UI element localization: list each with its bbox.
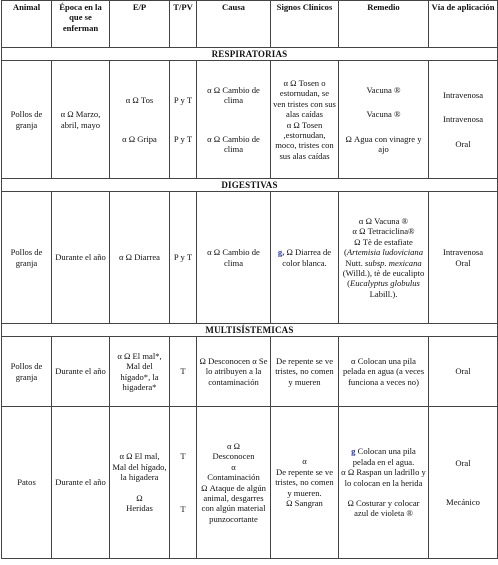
- causa-item: α Ω Cambio de clima: [207, 84, 260, 106]
- cell-via: [429, 407, 498, 559]
- header-animal: Animal: [2, 1, 52, 48]
- cell-remedio: α Colocan una pila pelada en agua (a veces funciona a veces no): [339, 337, 429, 407]
- header-via: Vía de aplicación: [429, 1, 498, 48]
- remedio-item: α Ω Tetraciclina®: [352, 226, 415, 237]
- signos-text: Ω Diarrea de color blanca.: [282, 247, 332, 268]
- signos-item: Ω Sangran: [286, 498, 323, 509]
- signos-item: De repente se ve tristes, no comen y mueren.: [275, 466, 334, 498]
- signos-mark: g,: [277, 247, 285, 258]
- remedio-item: α Ω Vacuna ®: [358, 215, 409, 226]
- signos-item: α: [302, 456, 307, 467]
- tpv-item: T: [180, 451, 186, 462]
- remedio-item: g Colocan una pila pelada en el agua.: [351, 446, 416, 467]
- header-tpv: T/PV: [170, 1, 197, 48]
- header-epoca: Época en la que se enferman: [52, 1, 110, 48]
- remedio-mark: g: [351, 446, 356, 457]
- section-row-respiratorias: [2, 48, 498, 61]
- cell-remedio: [339, 61, 429, 179]
- disease-table: [1, 0, 498, 559]
- remedio-item: Vacuna ®: [366, 84, 401, 95]
- cell-tpv: T: [170, 337, 197, 407]
- remedio-item: Vacuna ®: [366, 109, 401, 120]
- cell-causa: [197, 61, 271, 179]
- section-title: RESPIRATORIAS: [2, 48, 498, 61]
- cell-causa: α Ω Cambio de clima: [197, 192, 271, 324]
- ep-item: Ω: [136, 492, 143, 503]
- header-ep: E/P: [110, 1, 170, 48]
- cell-ep: [110, 407, 170, 559]
- causa-item: Contaminación: [207, 472, 260, 483]
- tpv-item: T: [180, 503, 186, 514]
- table-row: [2, 337, 498, 407]
- cell-epoca: Durante el año: [52, 407, 110, 559]
- cell-tpv: [170, 407, 197, 559]
- table-row: [2, 61, 498, 179]
- cell-animal: Pollos de granja: [2, 192, 52, 324]
- cell-ep: α Ω Diarrea: [110, 192, 170, 324]
- cell-remedio: [339, 192, 429, 324]
- tpv-item: P y T: [173, 133, 193, 144]
- causa-item: α Ω Cambio de clima: [207, 133, 260, 154]
- ep-item: α Ω Gripa: [122, 133, 157, 144]
- via-item: Oral: [455, 257, 471, 268]
- ep-item: Heridas: [126, 503, 153, 514]
- cell-via: [429, 61, 498, 179]
- section-row-multisistemicas: [2, 324, 498, 337]
- cell-animal: Patos: [2, 407, 52, 559]
- cell-animal: Pollos de granja: [2, 337, 52, 407]
- cell-causa: Ω Desconocen α Se lo atribuyen a la contaminación: [197, 337, 271, 407]
- section-row-digestivas: [2, 179, 498, 192]
- header-row: [2, 1, 498, 48]
- causa-item: α: [231, 461, 236, 472]
- causa-item: α Ω: [226, 440, 241, 451]
- cell-via: Oral: [429, 337, 498, 407]
- remedio-item: Ω Agua con vinagre y ajo: [345, 133, 422, 154]
- cell-epoca: Durante el año: [52, 192, 110, 324]
- header-remedio: Remedio: [339, 1, 429, 48]
- signos-item: α Ω Tosen ,estornudan, moco, tristes con sus alas caídas: [275, 119, 334, 161]
- cell-signos: [271, 407, 339, 559]
- cell-signos: De repente se ve tristes, no comen y mueren: [271, 337, 339, 407]
- cell-ep: [110, 61, 170, 179]
- section-title: DIGESTIVAS: [2, 179, 498, 192]
- cell-causa: [197, 407, 271, 559]
- cell-signos: [271, 61, 339, 179]
- via-item: Mecánico: [446, 496, 480, 507]
- causa-item: Desconocen: [212, 451, 255, 462]
- cell-epoca: Durante el año: [52, 337, 110, 407]
- cell-animal: Pollos de granja: [2, 61, 52, 179]
- table-row: [2, 407, 498, 559]
- signos-item: α Ω Tosen o estornudan, se ven tristes con sus alas caídas: [273, 77, 336, 120]
- cell-remedio: [339, 407, 429, 559]
- cell-tpv: P y T: [170, 192, 197, 324]
- remedio-item: α Ω Raspan un ladrillo y lo colocan en la herida: [341, 467, 426, 488]
- cell-ep: α Ω El mal*, Mal del hígado*, la higadera*: [110, 337, 170, 407]
- via-item: Oral: [455, 138, 471, 149]
- via-item: Oral: [455, 458, 471, 469]
- remedio-item: Ω Costurar y colocar azul de violeta ®: [347, 497, 420, 519]
- remedio-item: Ω Tè de estafiate (Artemisia ludoviciana Nutt. subsp. mexicana (Willd.), tè de eucalipto (Eucalyptus globulus Labill.).: [342, 236, 425, 299]
- ep-item: α Ω El mal, Mal del hígado, la higadera: [112, 451, 167, 483]
- table-row: [2, 192, 498, 324]
- cell-tpv: [170, 61, 197, 179]
- ep-item: α Ω Tos: [125, 95, 154, 106]
- causa-item: Ω Ataque de algún animal, desgarres con algún material punzocortante: [201, 482, 266, 524]
- tpv-item: P y T: [173, 95, 193, 106]
- cell-epoca: α Ω Marzo, abril, mayo: [52, 61, 110, 179]
- via-item: Intravenosa: [442, 114, 484, 125]
- via-item: Intravenosa: [442, 247, 484, 258]
- cell-via: [429, 192, 498, 324]
- header-causa: Causa: [197, 1, 271, 48]
- section-title: MULTISÍSTEMICAS: [2, 324, 498, 337]
- header-signos: Signos Clínicos: [271, 1, 339, 48]
- via-item: Intravenosa: [442, 89, 484, 100]
- cell-signos: [271, 192, 339, 324]
